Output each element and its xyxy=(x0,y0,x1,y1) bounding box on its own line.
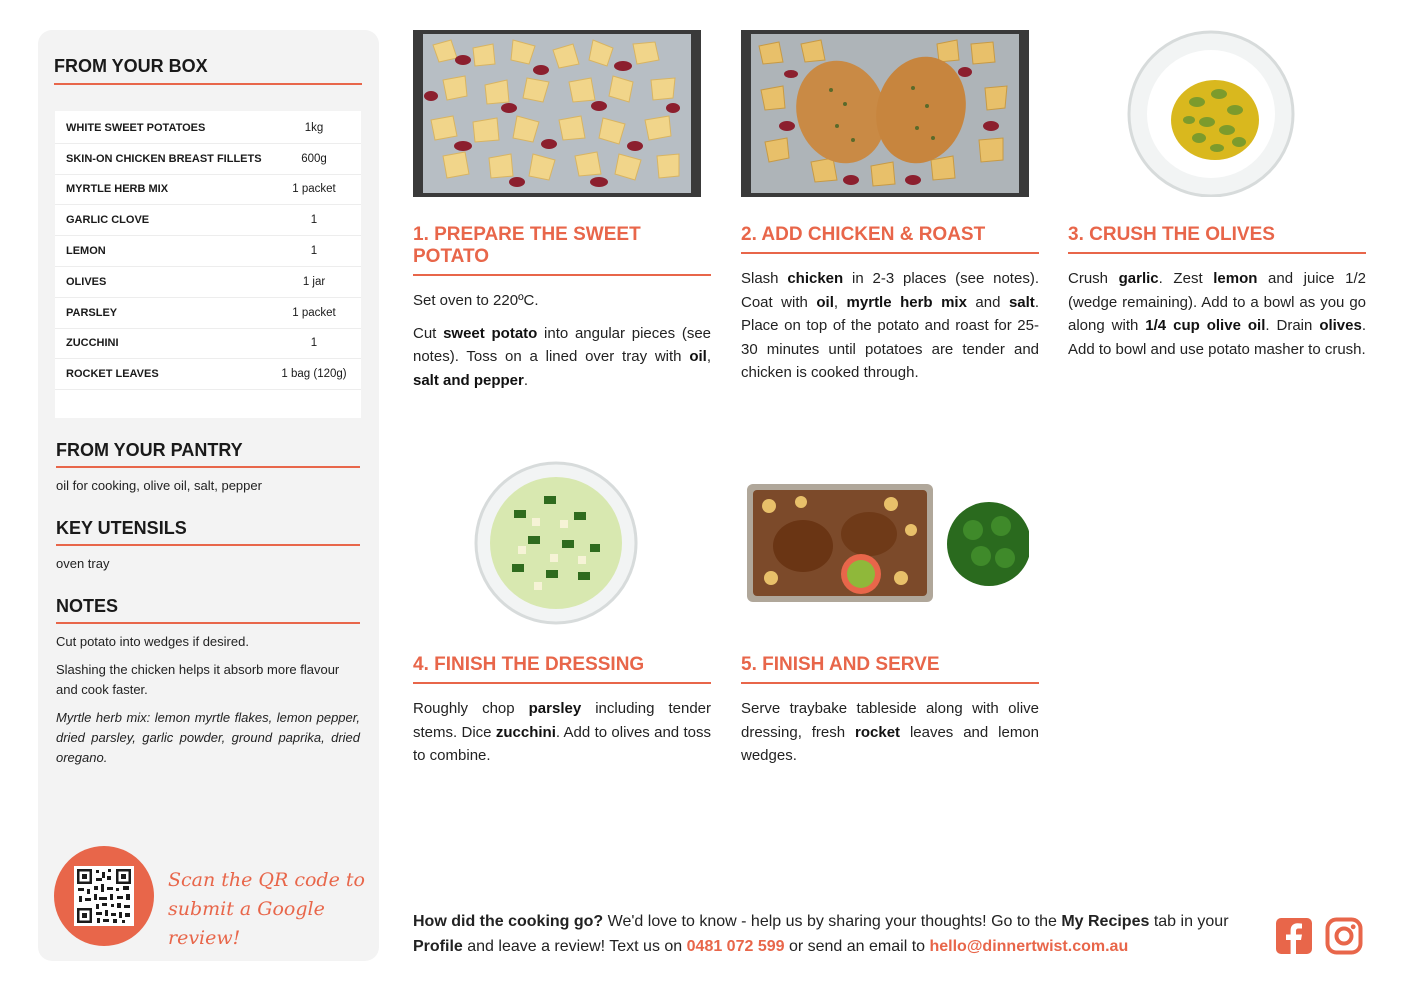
pantry-text: oil for cooking, olive oil, salt, pepper xyxy=(56,478,262,493)
ingredient-name: PARSLEY xyxy=(66,306,118,319)
text-run: . Place on top of the potato and roast for 25-30 minutes until potatoes are tender and chicken is cooked through. xyxy=(741,293,1039,381)
bold-ingredient: olives xyxy=(1319,317,1362,334)
bold-ingredient: myrtle herb mix xyxy=(846,293,967,311)
text-run: Roughly chop xyxy=(413,700,529,717)
step-5 xyxy=(741,654,1039,768)
table-row xyxy=(55,175,361,206)
qr-badge xyxy=(54,846,154,946)
bold-ingredient: salt and pepper xyxy=(413,371,524,389)
ingredient-name: OLIVES xyxy=(66,275,107,288)
from-your-box-heading: FROM YOUR BOX xyxy=(54,56,362,85)
table-row xyxy=(55,205,361,236)
pantry-section xyxy=(56,440,360,496)
review-footer xyxy=(413,909,1268,959)
text-run: , xyxy=(706,348,711,365)
text-run: . Add to bowl and use potato masher to crush. xyxy=(1068,317,1367,358)
ingredient-qty: 1kg xyxy=(304,121,324,134)
step-paragraph xyxy=(413,322,711,393)
step-instructions xyxy=(1068,267,1366,361)
footer-text: or send an email to xyxy=(784,938,930,955)
ingredient-qty: 1 xyxy=(310,245,318,258)
text-run: and xyxy=(966,293,1009,311)
ingredient-table xyxy=(55,111,361,418)
text-run: including tender stems. Dice xyxy=(413,700,711,741)
step-title: 1. PREPARE THE SWEET POTATO xyxy=(413,224,711,276)
sweet-potato-tray-image xyxy=(413,30,701,197)
pantry-heading: FROM YOUR PANTRY xyxy=(56,440,360,468)
text-run: . Drain xyxy=(1265,317,1320,334)
table-row xyxy=(55,236,361,267)
text-run: into angular pieces (see notes). Toss on a lined over tray with xyxy=(413,324,712,365)
bold-ingredient: oil xyxy=(689,348,707,365)
ingredients-panel xyxy=(38,30,379,961)
text-run: Slash xyxy=(741,270,788,287)
bold-ingredient: garlic xyxy=(1118,270,1159,287)
step-instructions xyxy=(741,267,1039,385)
qr-code[interactable] xyxy=(74,866,134,926)
step-paragraph xyxy=(413,289,711,313)
traybake-serve-image xyxy=(741,478,1029,608)
note-item: Slashing the chicken helps it absorb more flavour and cook faster. xyxy=(56,662,340,697)
phone-link[interactable]: 0481 072 599 xyxy=(686,938,785,955)
text-run: Crush xyxy=(1068,270,1119,287)
text-run: . xyxy=(523,371,529,389)
footer-text: We'd love to know - help us by sharing your thoughts! Go to the xyxy=(603,913,1062,930)
note-item: Cut potato into wedges if desired. xyxy=(56,634,249,649)
step-instructions xyxy=(741,697,1039,768)
bold-ingredient: chicken xyxy=(787,270,844,287)
step-instructions xyxy=(413,289,711,392)
ingredient-name: SKIN-ON CHICKEN BREAST FILLETS xyxy=(66,152,262,165)
chicken-roast-image xyxy=(741,30,1029,197)
notes-section xyxy=(56,596,360,768)
ingredient-qty: 1 packet xyxy=(292,183,336,196)
text-run: leaves and lemon wedges. xyxy=(741,723,1039,764)
step-1 xyxy=(413,224,711,392)
text-run: . Add to olives and toss to combine. xyxy=(413,723,711,764)
ingredient-name: GARLIC CLOVE xyxy=(66,214,150,227)
step-title: 2. ADD CHICKEN & ROAST xyxy=(741,224,1039,254)
step-title: 4. FINISH THE DRESSING xyxy=(413,654,711,684)
ingredient-name: WHITE SWEET POTATOES xyxy=(66,121,206,134)
profile-label: Profile xyxy=(413,938,463,955)
utensils-heading: KEY UTENSILS xyxy=(56,518,360,546)
bold-ingredient: 1/4 cup olive oil xyxy=(1145,317,1266,334)
step-2 xyxy=(741,224,1039,385)
step-3 xyxy=(1068,224,1366,361)
table-row xyxy=(55,359,361,390)
footer-text: tab in your xyxy=(1149,913,1229,930)
footer-text: and leave a review! Text us on xyxy=(462,938,687,955)
bold-ingredient: rocket xyxy=(855,723,901,741)
instagram-icon[interactable] xyxy=(1325,917,1363,955)
bold-ingredient: sweet potato xyxy=(443,324,538,342)
ingredient-qty: 1 xyxy=(310,337,318,350)
email-link[interactable]: hello@dinnertwist.com.au xyxy=(929,938,1129,955)
qr-code-icon xyxy=(74,866,134,926)
table-row xyxy=(55,144,361,175)
note-item: Myrtle herb mix: lemon myrtle flakes, lemon pepper, dried parsley, garlic powder, ground paprika, dried oregano. xyxy=(56,710,360,765)
step-paragraph xyxy=(1068,267,1366,361)
text-run: Set oven to 220ºC. xyxy=(413,292,539,309)
ingredient-qty: 1 xyxy=(310,214,318,227)
step-title: 3. CRUSH THE OLIVES xyxy=(1068,224,1366,254)
text-run: Serve traybake tableside along with olive dressing, fresh xyxy=(741,700,1039,741)
dressing-bowl-image xyxy=(474,460,638,626)
notes-heading: NOTES xyxy=(56,596,360,624)
qr-caption-line: submit a Google review! xyxy=(168,898,325,949)
bold-ingredient: oil xyxy=(816,293,834,311)
table-row xyxy=(55,298,361,329)
facebook-icon[interactable] xyxy=(1275,917,1313,955)
olive-bowl-image xyxy=(1127,30,1295,197)
text-run: in 2-3 places (see notes). Coat with xyxy=(741,270,1039,311)
qr-caption xyxy=(168,866,379,953)
text-run: , xyxy=(833,293,847,311)
text-run: and juice 1/2 (wedge remaining). Add to a bowl as you go along with xyxy=(1068,270,1366,334)
text-run: . Zest xyxy=(1158,270,1214,287)
ingredient-qty: 1 packet xyxy=(292,306,336,319)
qr-caption-line: Scan the QR code to xyxy=(168,869,365,891)
bold-ingredient: zucchini xyxy=(495,723,556,741)
ingredient-qty: 1 bag (120g) xyxy=(281,368,347,381)
table-row xyxy=(55,329,361,360)
footer-question: How did the cooking go? xyxy=(413,913,604,930)
my-recipes-label: My Recipes xyxy=(1061,913,1150,930)
step-4 xyxy=(413,654,711,768)
text-run: Cut xyxy=(413,324,444,342)
ingredient-name: ROCKET LEAVES xyxy=(66,368,159,381)
table-row xyxy=(55,113,361,144)
step-instructions xyxy=(413,697,711,768)
utensils-text: oven tray xyxy=(56,556,110,571)
bold-ingredient: lemon xyxy=(1213,270,1258,287)
ingredient-qty: 600g xyxy=(301,152,327,165)
table-row xyxy=(55,267,361,298)
bold-ingredient: parsley xyxy=(528,700,582,717)
ingredient-name: LEMON xyxy=(66,245,106,258)
step-paragraph xyxy=(741,697,1039,768)
ingredient-name: ZUCCHINI xyxy=(66,337,119,350)
ingredient-qty: 1 jar xyxy=(302,275,326,288)
utensils-section xyxy=(56,518,360,574)
step-paragraph xyxy=(741,267,1039,385)
step-title: 5. FINISH AND SERVE xyxy=(741,654,1039,684)
step-paragraph xyxy=(413,697,711,768)
bold-ingredient: salt xyxy=(1008,293,1035,311)
ingredient-name: MYRTLE HERB MIX xyxy=(66,183,169,196)
